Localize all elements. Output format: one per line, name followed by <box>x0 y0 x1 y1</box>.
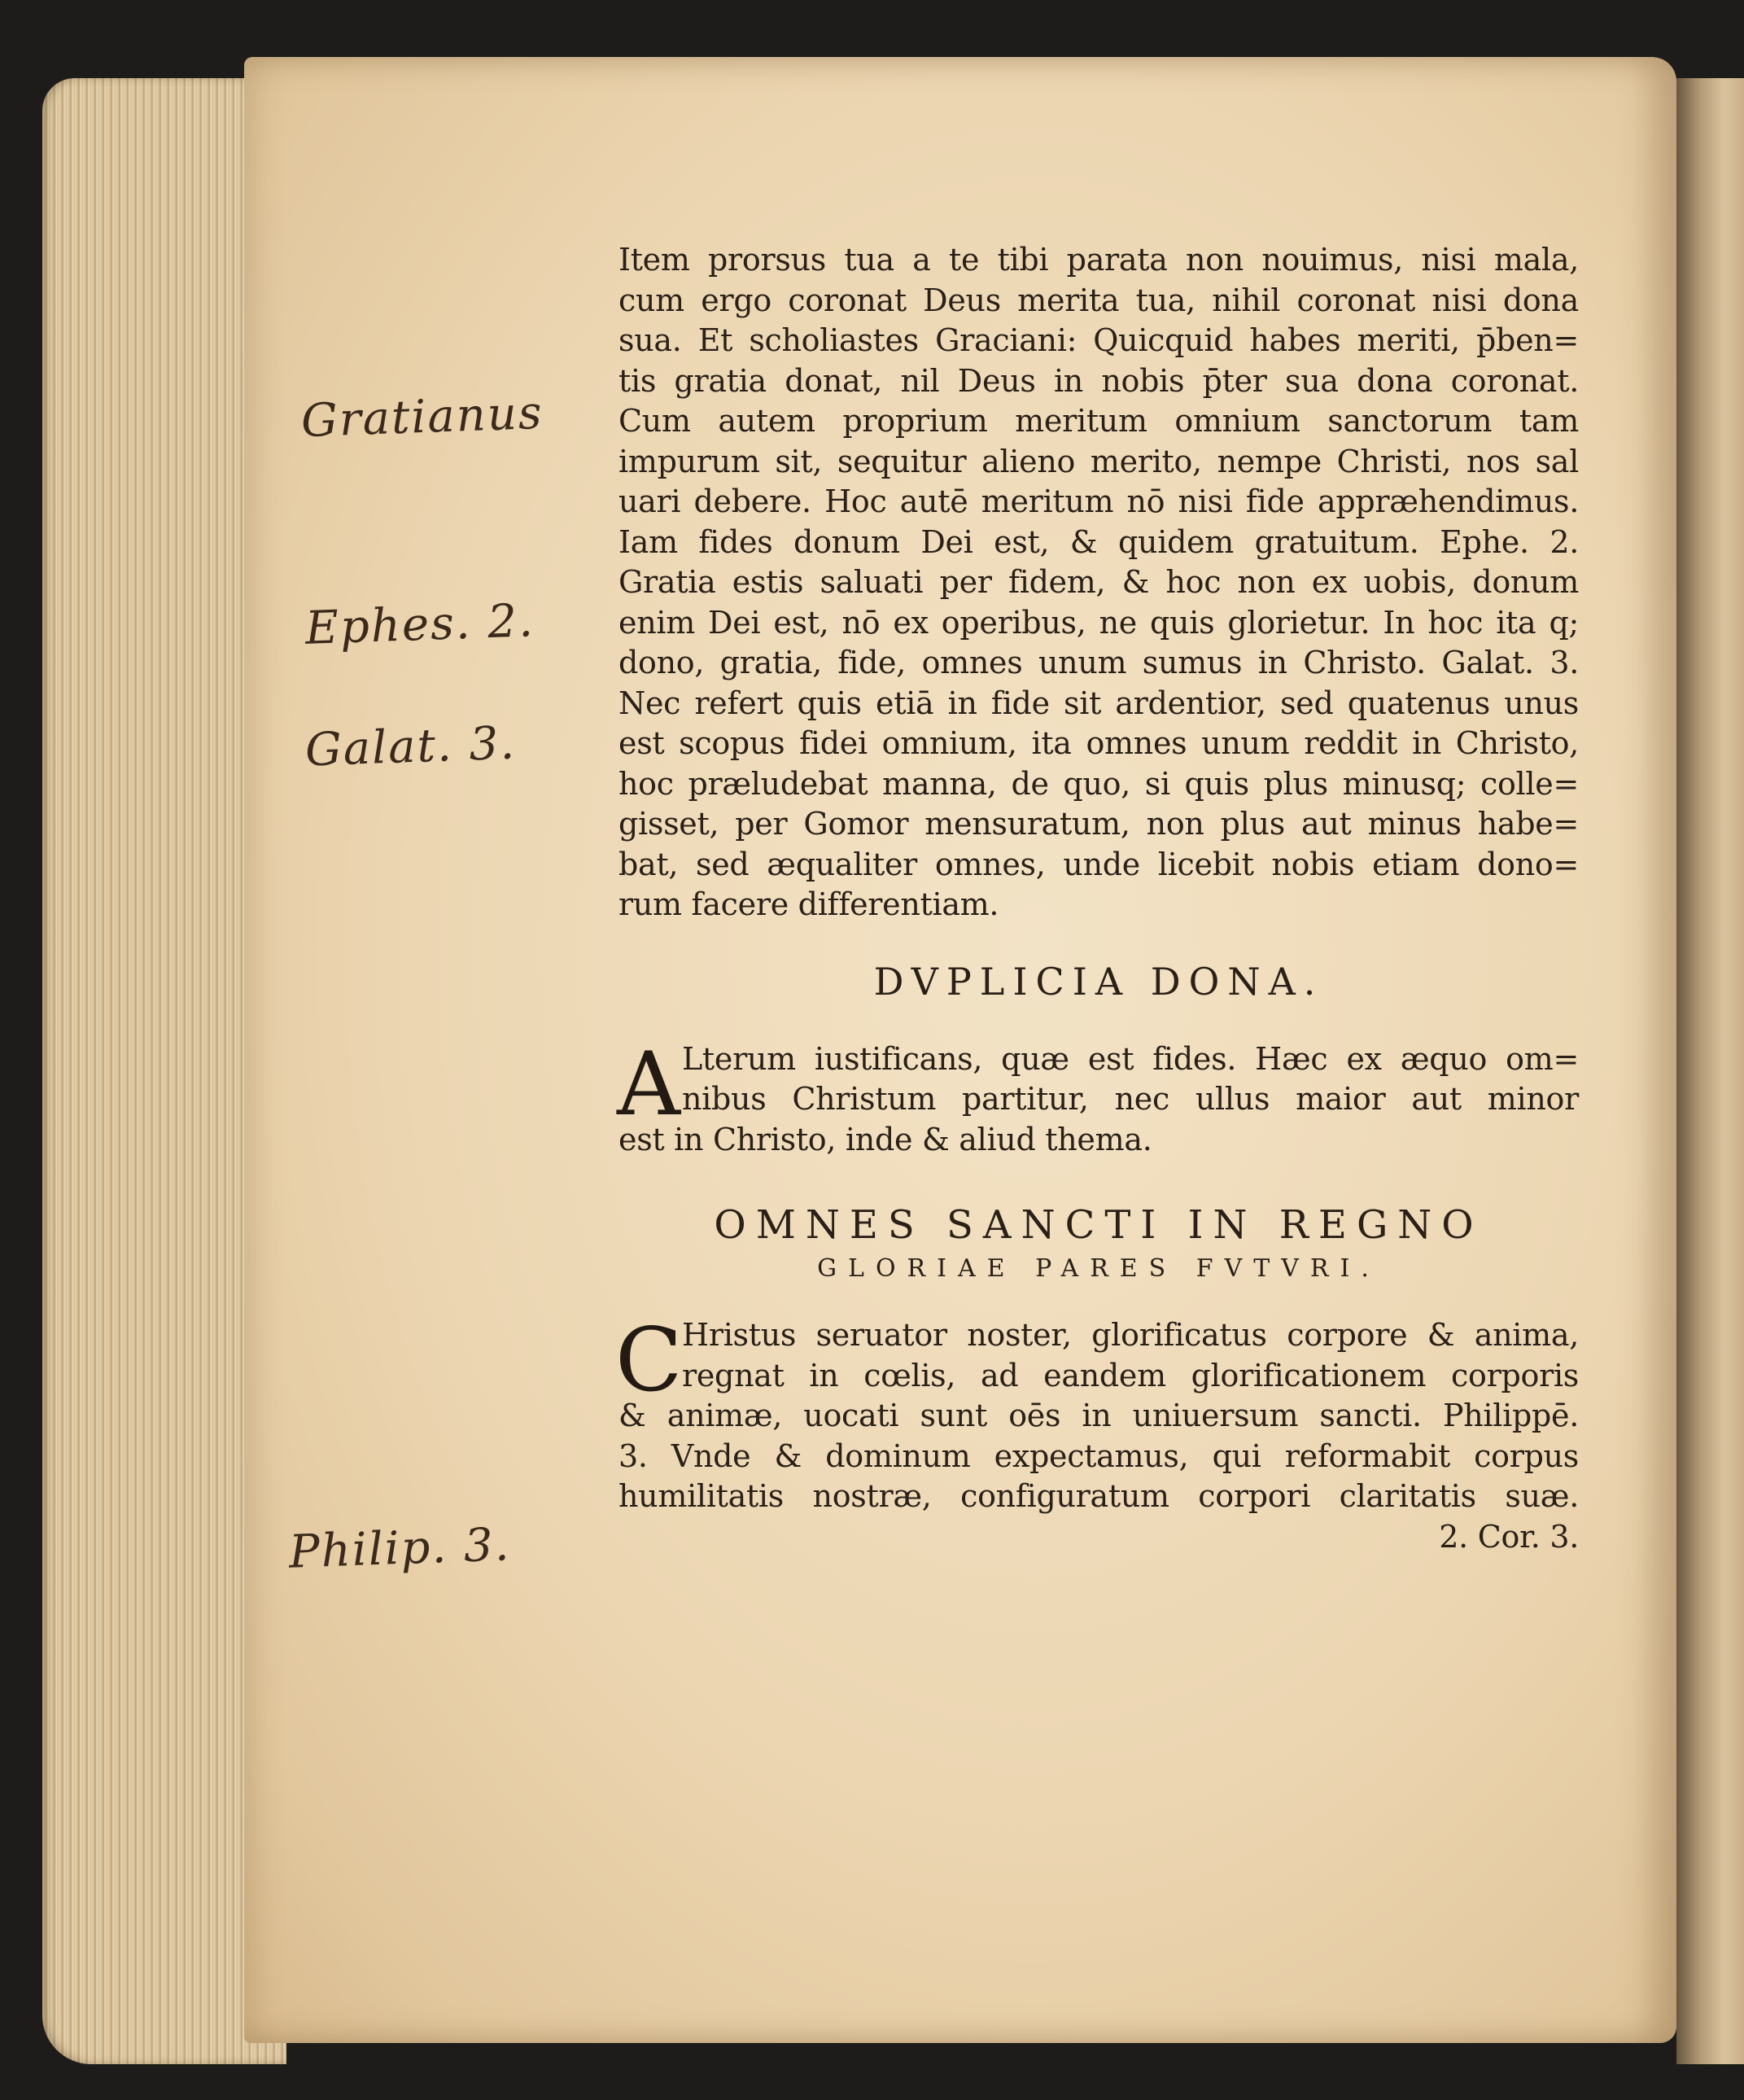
text-line: est in Christo, inde & aliud thema. <box>618 1121 1152 1157</box>
section-subheading-gloriae: GLORIAE PARES FVTVRI. <box>817 1254 1380 1283</box>
facing-page-gutter <box>1676 78 1744 2064</box>
text-line: impurum sit, sequitur alieno merito, nempe Christi, nos sal <box>618 443 1579 479</box>
text-line: Iam fides donum Dei est, & quidem gratuitum. Ephe. 2. <box>618 523 1579 560</box>
text-line: 3. Vnde & dominum expectamus, qui reformabit corpus <box>618 1437 1579 1474</box>
text-line: Hristus seruator noster, glorificatus corpore & anima, <box>682 1317 1579 1353</box>
margin-note-gratianus: Gratianus <box>299 386 544 448</box>
drop-cap: C <box>615 1310 683 1411</box>
text-line: 2. Cor. 3. <box>1439 1518 1579 1555</box>
text-line: gisset, per Gomor mensuratum, non plus aut minus habe= <box>618 806 1579 842</box>
margin-note-ephes: Ephes. 2. <box>304 594 535 655</box>
text-line: tis gratia donat, nil Deus in nobis p̄ter sua dona coronat. <box>618 362 1579 399</box>
paragraph-3 <box>615 1310 1579 1557</box>
text-line: est scopus fidei omnium, ita omnes unum reddit in Christo, <box>618 725 1579 761</box>
paragraph-1 <box>618 240 1579 925</box>
text-line: Lterum iustificans, quæ est fides. Hæc ex æquo om= <box>682 1040 1579 1077</box>
text-line: Cum autem proprium meritum omnium sanctorum tam <box>618 403 1579 439</box>
text-line: & animæ, uocati sunt oēs in uniuersum sancti. Philippē. <box>618 1398 1579 1433</box>
paragraph-2 <box>617 1033 1579 1161</box>
text-line: sua. Et scholiastes Graciani: Quicquid habes meriti, p̄ben= <box>618 322 1579 358</box>
section-heading-omnes-sancti: OMNES SANCTI IN REGNO <box>714 1202 1484 1248</box>
printed-text-block <box>615 240 1579 1557</box>
text-line: humilitatis nostræ, configuratum corpori claritatis suæ. <box>618 1478 1579 1514</box>
text-line: uari debere. Hoc autē meritum nō nisi fide appræhendimus. <box>618 483 1579 519</box>
margin-note-galat: Galat. 3. <box>304 716 518 777</box>
background-strip <box>0 2064 1744 2100</box>
text-line: bat, sed æqualiter omnes, unde licebit nobis etiam dono= <box>618 846 1579 882</box>
text-line: nibus Christum partitur, nec ullus maior aut minor <box>682 1081 1579 1117</box>
text-line: hoc præludebat manna, de quo, si quis plus minusq; colle= <box>618 765 1579 802</box>
text-line: rum facere differentiam. <box>618 886 999 922</box>
text-line: regnat in cœlis, ad eandem glorificationem corporis <box>682 1357 1579 1393</box>
margin-note-philip: Philip. 3. <box>287 1518 512 1579</box>
drop-cap: A <box>617 1033 680 1135</box>
text-line: dono, gratia, fide, omnes unum sumus in Christo. Galat. 3. <box>618 645 1579 680</box>
section-heading-duplicia-dona: DVPLICIA DONA. <box>873 959 1324 1004</box>
text-line: Nec refert quis etiā in fide sit ardentior, sed quatenus unus <box>618 685 1579 721</box>
text-line: Gratia estis saluati per fidem, & hoc non ex uobis, donum <box>618 564 1579 600</box>
text-line: Item prorsus tua a te tibi parata non nouimus, nisi mala, <box>618 242 1579 278</box>
text-line: enim Dei est, nō ex operibus, ne quis glorietur. In hoc ita q; <box>618 604 1579 641</box>
text-line: cum ergo coronat Deus merita tua, nihil coronat nisi dona <box>618 282 1579 318</box>
